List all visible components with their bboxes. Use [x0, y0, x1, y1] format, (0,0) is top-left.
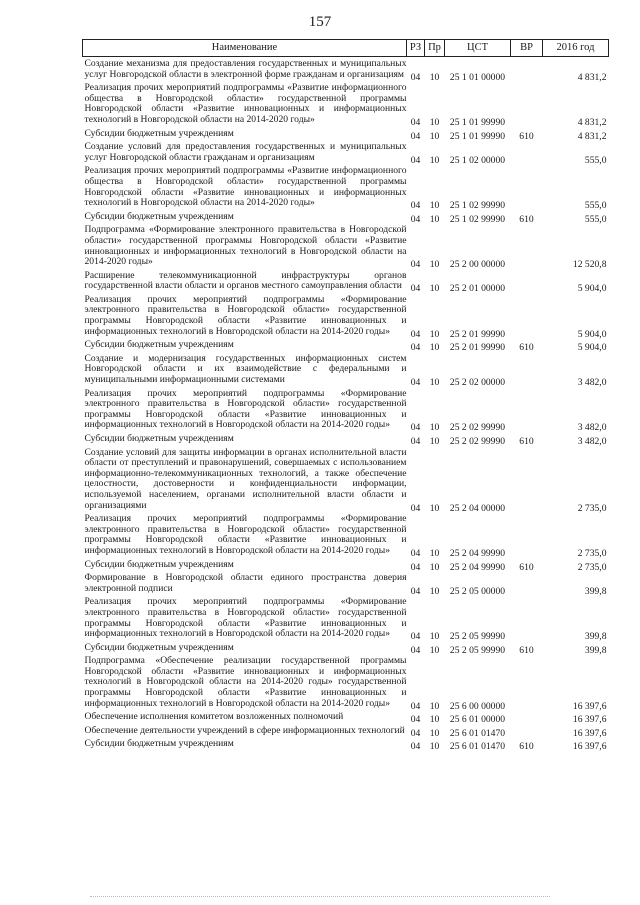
header-rz: РЗ [407, 40, 425, 57]
table-row [83, 83, 609, 128]
table-row [83, 166, 609, 211]
row-name: Реализация прочих мероприятий подпрограммы «Развитие информационного общества в Новгородской области» государственной программы Новгородской области «Развитие инновационных и информационных технологий в Новгородской области на 2014-2020 годы» [84, 82, 407, 125]
row-name: Формирование в Новгородской области единого пространства доверия электронной подписи [84, 572, 407, 594]
row-cst: 25 2 04 99990 [449, 561, 506, 573]
row-amount: 2 735,0 [577, 502, 607, 514]
table-row [83, 295, 609, 340]
row-amount: 2 735,0 [577, 561, 607, 573]
row-amount: 2 735,0 [577, 547, 607, 559]
row-pr: 10 [429, 644, 440, 656]
table-row [83, 434, 609, 448]
row-amount: 555,0 [584, 200, 607, 212]
header-cst: ЦСТ [445, 40, 511, 57]
table-row [83, 340, 609, 354]
row-cst: 25 2 02 00000 [449, 377, 506, 389]
row-name: Создание и модернизация государственных информационных систем Новгородской области и их взаимодействие с федеральными и муниципальными информационными системами [84, 352, 407, 386]
row-rz: 04 [410, 213, 421, 225]
row-name: Обеспечение деятельности учреждений в сфере информационных технологий [84, 724, 405, 736]
row-cst: 25 2 01 99990 [449, 328, 506, 340]
row-name: Субсидии бюджетным учреждениям [84, 127, 234, 139]
row-cst: 25 1 01 99990 [449, 116, 506, 128]
row-vr [511, 573, 543, 597]
table-row [83, 389, 609, 434]
row-rz: 04 [410, 585, 421, 597]
table-row [83, 514, 609, 559]
row-name: Субсидии бюджетным учреждениям [84, 210, 234, 222]
row-cst: 25 6 01 00000 [449, 714, 506, 726]
row-amount: 16 397,6 [572, 714, 607, 726]
row-amount: 399,8 [584, 585, 607, 597]
header-year: 2016 год [543, 40, 609, 57]
row-name: Субсидии бюджетным учреждениям [84, 558, 234, 570]
row-cst: 25 1 02 99990 [449, 200, 506, 212]
table-row [83, 560, 609, 574]
row-vr [511, 142, 543, 166]
row-rz: 04 [410, 116, 421, 128]
row-vr [511, 597, 543, 642]
row-vr: 610 [519, 342, 534, 354]
row-vr [511, 295, 543, 340]
row-vr [511, 83, 543, 128]
row-name: Реализация прочих мероприятий подпрограммы «Формирование электронного правительства в Новгородской области» государственной программы Новгородской области «Развитие инновационных и информационных технологий в Новгородской области на 2014-2020 годы» [84, 387, 407, 431]
row-pr: 10 [429, 154, 440, 166]
row-pr: 10 [429, 377, 440, 389]
row-cst: 25 1 01 00000 [449, 71, 506, 83]
row-name: Создание условий для защиты информации в органах исполнительной власти области от преступлений и правонарушений, совершаемых с использованием информационно-телекоммуникационных технологий, а также обеспечение целостности, достоверности и конфиденциальности информации, используемой населением, органами исполнительной власти области и организациями [84, 446, 407, 511]
row-rz: 04 [410, 283, 421, 295]
row-rz: 04 [410, 377, 421, 389]
row-vr [511, 166, 543, 211]
row-name: Обеспечение исполнения комитетом возложенных полномочий [84, 711, 344, 723]
row-vr: 610 [519, 644, 534, 656]
row-vr: 610 [519, 741, 534, 753]
row-amount: 399,8 [584, 644, 607, 656]
table-row [83, 57, 609, 84]
row-amount: 16 397,6 [572, 700, 607, 712]
table-row [83, 129, 609, 143]
header-pr: Пр [425, 40, 445, 57]
row-pr: 10 [429, 328, 440, 340]
row-name: Субсидии бюджетным учреждениям [84, 641, 234, 653]
row-vr [511, 57, 543, 84]
row-amount: 555,0 [584, 213, 607, 225]
table-row [83, 726, 609, 740]
row-cst: 25 6 01 01470 [449, 741, 506, 753]
table-row [83, 712, 609, 726]
row-cst: 25 2 05 99990 [449, 644, 506, 656]
row-amount: 3 482,0 [577, 436, 607, 447]
table-body [83, 57, 609, 754]
row-cst: 25 1 01 99990 [449, 130, 506, 142]
row-name: Субсидии бюджетным учреждениям [84, 339, 234, 351]
row-pr: 10 [429, 502, 440, 514]
row-pr: 10 [429, 714, 440, 726]
row-vr [511, 656, 543, 712]
row-cst: 25 2 02 99990 [449, 422, 506, 434]
row-pr: 10 [429, 631, 440, 643]
row-cst: 25 2 00 00000 [449, 259, 506, 271]
table-row [83, 656, 609, 712]
row-cst: 25 2 05 99990 [449, 631, 506, 643]
row-pr: 10 [429, 700, 440, 712]
row-pr: 10 [429, 283, 440, 295]
row-name: Расширение телекоммуникационной инфраструктуры органов государственной власти области и органов местного самоуправления области [84, 269, 407, 292]
row-rz: 04 [410, 631, 421, 643]
row-vr [511, 712, 543, 726]
row-rz: 04 [410, 502, 421, 514]
row-pr: 10 [429, 71, 440, 83]
table-row [83, 573, 609, 597]
row-pr: 10 [429, 422, 440, 434]
row-pr: 10 [429, 436, 440, 447]
table-row [83, 212, 609, 226]
row-amount: 3 482,0 [577, 377, 607, 389]
row-amount: 399,8 [584, 631, 607, 643]
table-row [83, 142, 609, 166]
row-rz: 04 [410, 200, 421, 212]
row-amount: 5 904,0 [577, 283, 607, 295]
row-vr [511, 726, 543, 740]
row-cst: 25 6 01 01470 [449, 727, 506, 739]
row-cst: 25 2 02 99990 [449, 436, 506, 447]
header-name: Наименование [83, 40, 407, 57]
row-cst: 25 1 02 99990 [449, 213, 506, 225]
table-row [83, 597, 609, 642]
row-vr [511, 225, 543, 270]
row-amount: 12 520,8 [572, 259, 607, 271]
row-amount: 16 397,6 [572, 741, 607, 753]
table-row [83, 643, 609, 657]
row-rz: 04 [410, 547, 421, 559]
row-cst: 25 2 01 00000 [449, 283, 506, 295]
row-cst: 25 2 04 00000 [449, 502, 506, 514]
row-pr: 10 [429, 547, 440, 559]
row-pr: 10 [429, 741, 440, 753]
row-rz: 04 [410, 328, 421, 340]
row-pr: 10 [429, 342, 440, 354]
page-number: 157 [308, 14, 332, 30]
row-name: Реализация прочих мероприятий подпрограммы «Формирование электронного правительства в Новгородской области» государственной программы Новгородской области «Развитие инновационных и информационных технологий в Новгородской области на 2014-2020 годы» [84, 293, 407, 337]
row-vr: 610 [519, 436, 534, 447]
row-name: Подпрограмма «Обеспечение реализации государственной программы Новгородской области «Развитие инновационных и информационных технологий в Новгородской области на 2014-2020 годы» государственной программы Новгородской области «Развитие инновационных и информационных технологий в Новгородской области на 2014-2020 годы» [84, 655, 407, 709]
row-rz: 04 [410, 154, 421, 166]
row-rz: 04 [410, 130, 421, 142]
row-amount: 3 482,0 [577, 422, 607, 434]
row-name: Субсидии бюджетным учреждениям [84, 738, 234, 750]
row-rz: 04 [410, 727, 421, 739]
row-vr [511, 448, 543, 515]
row-rz: 04 [410, 561, 421, 573]
row-cst: 25 2 05 00000 [449, 585, 506, 597]
row-vr [511, 354, 543, 389]
table-row [83, 225, 609, 270]
row-vr [511, 389, 543, 434]
row-vr: 610 [519, 213, 534, 225]
row-amount: 5 904,0 [577, 328, 607, 340]
row-vr [511, 514, 543, 559]
row-pr: 10 [429, 259, 440, 271]
row-pr: 10 [429, 585, 440, 597]
row-vr: 610 [519, 561, 534, 573]
row-cst: 25 2 01 99990 [449, 342, 506, 354]
row-amount: 555,0 [584, 154, 607, 166]
row-amount: 5 904,0 [577, 342, 607, 354]
table-row [83, 271, 609, 295]
row-name: Реализация прочих мероприятий подпрограммы «Формирование электронного правительства в Новгородской области» государственной программы Новгородской области «Развитие инновационных и информационных технологий в Новгородской области на 2014-2020 годы» [84, 513, 407, 556]
row-amount: 4 831,2 [577, 130, 607, 142]
table-row [83, 448, 609, 515]
row-rz: 04 [410, 342, 421, 354]
row-rz: 04 [410, 741, 421, 753]
row-rz: 04 [410, 714, 421, 726]
budget-table [82, 39, 609, 753]
row-pr: 10 [429, 116, 440, 128]
row-amount: 16 397,6 [572, 727, 607, 739]
row-pr: 10 [429, 213, 440, 225]
row-pr: 10 [429, 130, 440, 142]
row-rz: 04 [410, 700, 421, 712]
row-name: Подпрограмма «Формирование электронного правительства в Новгородской области» государственной программы Новгородской области «Развитие инновационных и информационных технологий в Новгородской области на 2014-2020 годы» [84, 224, 407, 268]
row-rz: 04 [410, 436, 421, 447]
header-vr: ВР [511, 40, 543, 57]
table-header-row [83, 40, 609, 57]
row-rz: 04 [410, 71, 421, 83]
row-vr [511, 271, 543, 295]
row-pr: 10 [429, 200, 440, 212]
row-amount: 4 831,2 [577, 116, 607, 128]
table-row [83, 739, 609, 753]
table-row [83, 354, 609, 389]
row-name: Создание механизма для предоставления государственных и муниципальных услуг Новгородской области в электронной форме гражданам и организациям [84, 58, 407, 80]
row-name: Реализация прочих мероприятий подпрограммы «Развитие информационного общества в Новгородской области» государственной программы Новгородской области «Развитие инновационных и информационных технологий в Новгородской области на 2014-2020 годы» [84, 165, 407, 209]
row-pr: 10 [429, 561, 440, 573]
row-rz: 04 [410, 259, 421, 271]
row-name: Создание условий для предоставления государственных и муниципальных услуг Новгородской области гражданам и организациям [84, 141, 407, 163]
row-name: Субсидии бюджетным учреждениям [84, 433, 234, 444]
row-cst: 25 6 00 00000 [449, 700, 506, 712]
row-pr: 10 [429, 727, 440, 739]
scan-edge-artifact [90, 896, 550, 898]
row-cst: 25 1 02 00000 [449, 154, 506, 166]
row-vr: 610 [519, 130, 534, 142]
row-amount: 4 831,2 [577, 71, 607, 83]
row-cst: 25 2 04 99990 [449, 547, 506, 559]
row-rz: 04 [410, 422, 421, 434]
row-rz: 04 [410, 644, 421, 656]
row-name: Реализация прочих мероприятий подпрограммы «Формирование электронного правительства в Новгородской области» государственной программы Новгородской области «Развитие инновационных и информационных технологий в Новгородской области на 2014-2020 годы» [84, 596, 407, 640]
